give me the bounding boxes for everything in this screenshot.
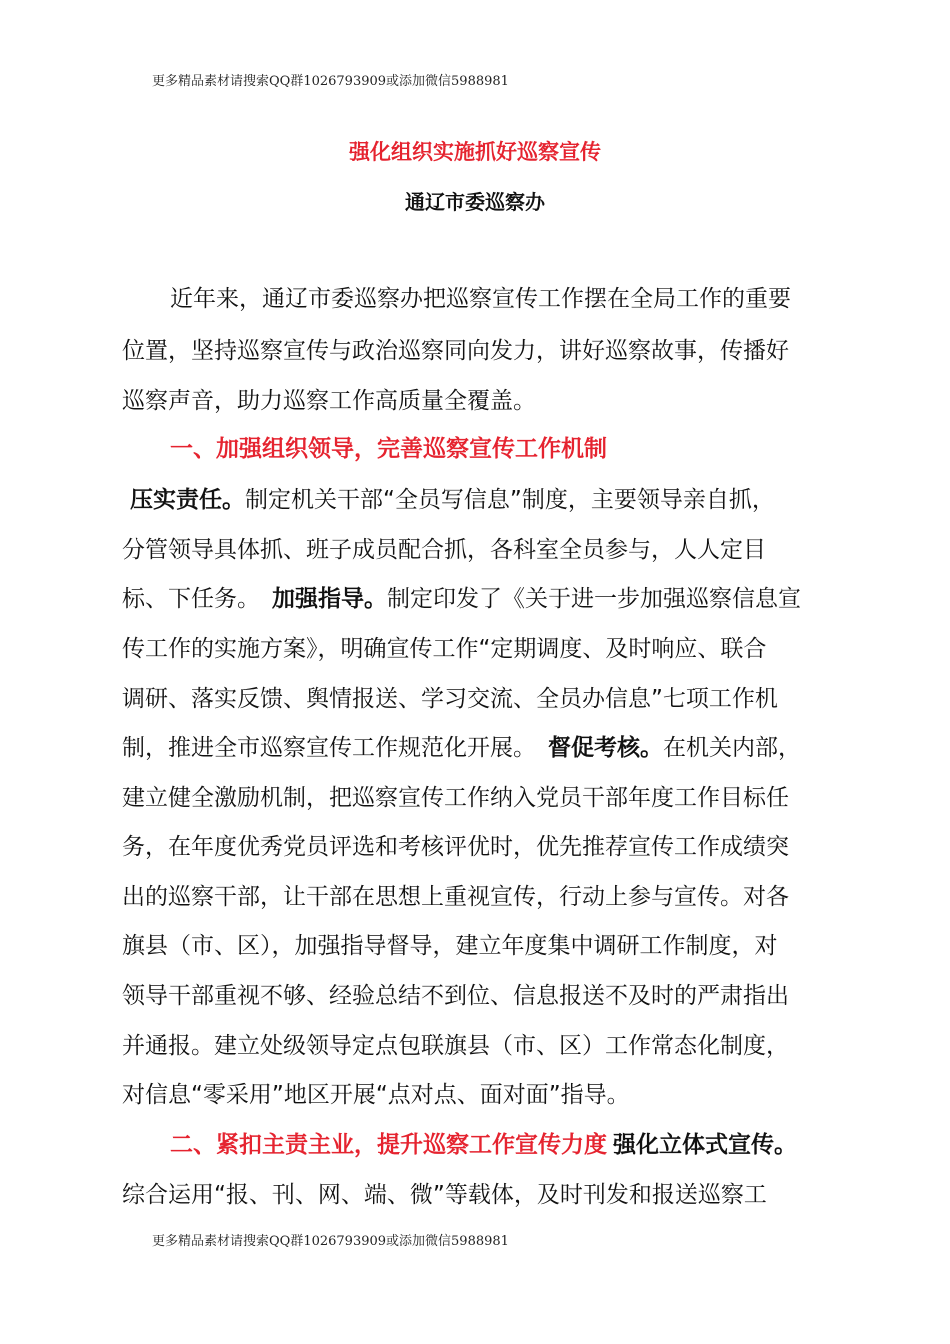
bold-lead: 强化立体式宣传。 [613,1132,797,1158]
body-line: 综合运用“报、刊、网、端、微”等载体，及时刊发和报送巡察工 [122,1182,767,1208]
body-line [130,485,775,515]
bold-lead: 压实责任。 [130,487,245,513]
body-line: 调研、落实反馈、舆情报送、学习交流、全员办信息”七项工作机 [122,686,778,712]
body-line: 务，在年度优秀党员评选和考核评优时，优先推荐宣传工作成绩突 [122,834,789,860]
body-text: 制定印发了《关于进一步加强巡察信息宣 [387,586,801,612]
body-line: 巡察声音，助力巡察工作高质量全覆盖。 [122,388,536,414]
section-heading-2: 二、紧扣主责主业，提升巡察工作宣传力度 [170,1132,607,1158]
body-line [122,584,801,614]
body-line: 建立健全激励机制，把巡察宣传工作纳入党员干部年度工作目标任 [122,785,789,811]
body-text: 标、下任务。 [122,586,260,612]
body-line [122,733,801,763]
footer-note: 更多精品素材请搜索QQ群1026793909或添加微信5988981 [152,1234,509,1249]
body-text: 制定机关干部“全员写信息”制度，主要领导亲自抓， [245,487,775,513]
header-note: 更多精品素材请搜索QQ群1026793909或添加微信5988981 [152,74,509,89]
body-line: 位置，坚持巡察宣传与政治巡察同向发力，讲好巡察故事，传播好 [122,338,789,364]
bold-lead: 加强指导。 [272,586,387,612]
section-heading-2-line [170,1130,797,1160]
body-line: 出的巡察干部，让干部在思想上重视宣传，行动上参与宣传。对各 [122,884,789,910]
body-line: 旗县（市、区），加强指导督导，建立年度集中调研工作制度，对 [122,933,778,959]
body-line: 并通报。建立处级领导定点包联旗县（市、区）工作常态化制度， [122,1033,789,1059]
bold-lead: 督促考核。 [548,735,663,761]
body-text: 制，推进全市巡察宣传工作规范化开展。 [122,735,536,761]
section-heading-1: 一、加强组织领导，完善巡察宣传工作机制 [170,436,607,462]
document-title: 强化组织实施抓好巡察宣传 [349,140,601,164]
body-line: 领导干部重视不够、经验总结不到位、信息报送不及时的严肃指出 [122,983,789,1009]
body-line: 分管领导具体抓、班子成员配合抓，各科室全员参与，人人定目 [122,537,766,563]
body-line: 传工作的实施方案》，明确宣传工作“定期调度、及时响应、联合 [122,636,767,662]
body-text: 在机关内部， [663,735,801,761]
document-subtitle: 通辽市委巡察办 [405,190,545,214]
body-line: 近年来，通辽市委巡察办把巡察宣传工作摆在全局工作的重要 [170,286,791,312]
body-line: 对信息“零采用”地区开展“点对点、面对面”指导。 [122,1082,630,1108]
